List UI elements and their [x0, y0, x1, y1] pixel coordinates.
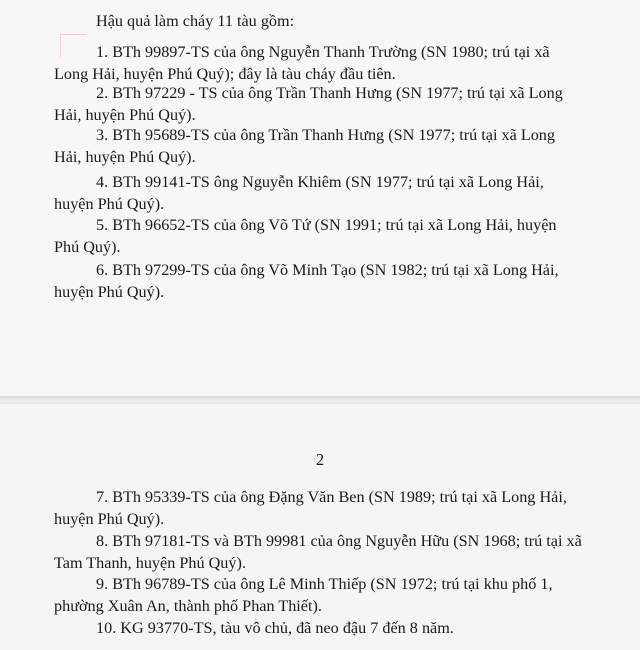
list-item-8: 8. BTh 97181-TS và BTh 99981 của ông Nguyễn Hữu (SN 1968; trú tại xã Tam Thanh, huyện Phú Quý).	[54, 532, 582, 572]
intro-text: Hậu quả làm cháy 11 tàu gồm:	[96, 12, 295, 30]
page-number: 2	[315, 450, 325, 469]
intro-paragraph	[96, 10, 640, 32]
list-item-10: 10. KG 93770-TS, tàu vô chủ, đã neo đậu 7 đến 8 năm.	[96, 619, 454, 637]
list-item-1: 1. BTh 99897-TS của ông Nguyễn Thanh Trường (SN 1980; trú tại xã Long Hải, huyện Phú Quý); đây là tàu cháy đầu tiên.	[54, 43, 550, 83]
list-item-9: 9. BTh 96789-TS của ông Lê Minh Thiếp (SN 1972; trú tại khu phố 1, phường Xuân An, thành phố Phan Thiết).	[54, 575, 553, 615]
list-item-3: 3. BTh 95689-TS của ông Trần Thanh Hưng (SN 1977; trú tại xã Long Hải, huyện Phú Quý).	[54, 126, 555, 166]
list-item-4: 4. BTh 99141-TS ông Nguyễn Khiêm (SN 1977; trú tại xã Long Hải, huyện Phú Quý).	[54, 173, 544, 213]
list-item-2: 2. BTh 97229 - TS của ông Trần Thanh Hưng (SN 1977; trú tại xã Long Hải, huyện Phú Quý).	[54, 84, 563, 124]
list-item-6: 6. BTh 97299-TS của ông Võ Minh Tạo (SN 1982; trú tại xã Long Hải, huyện Phú Quý).	[54, 261, 559, 301]
document-page-bottom	[0, 404, 640, 650]
list-item-5: 5. BTh 96652-TS của ông Võ Tứ (SN 1991; trú tại xã Long Hải, huyện Phú Quý).	[54, 216, 557, 256]
list-item-7: 7. BTh 95339-TS của ông Đặng Văn Ben (SN 1989; trú tại xã Long Hải, huyện Phú Quý).	[54, 488, 567, 528]
